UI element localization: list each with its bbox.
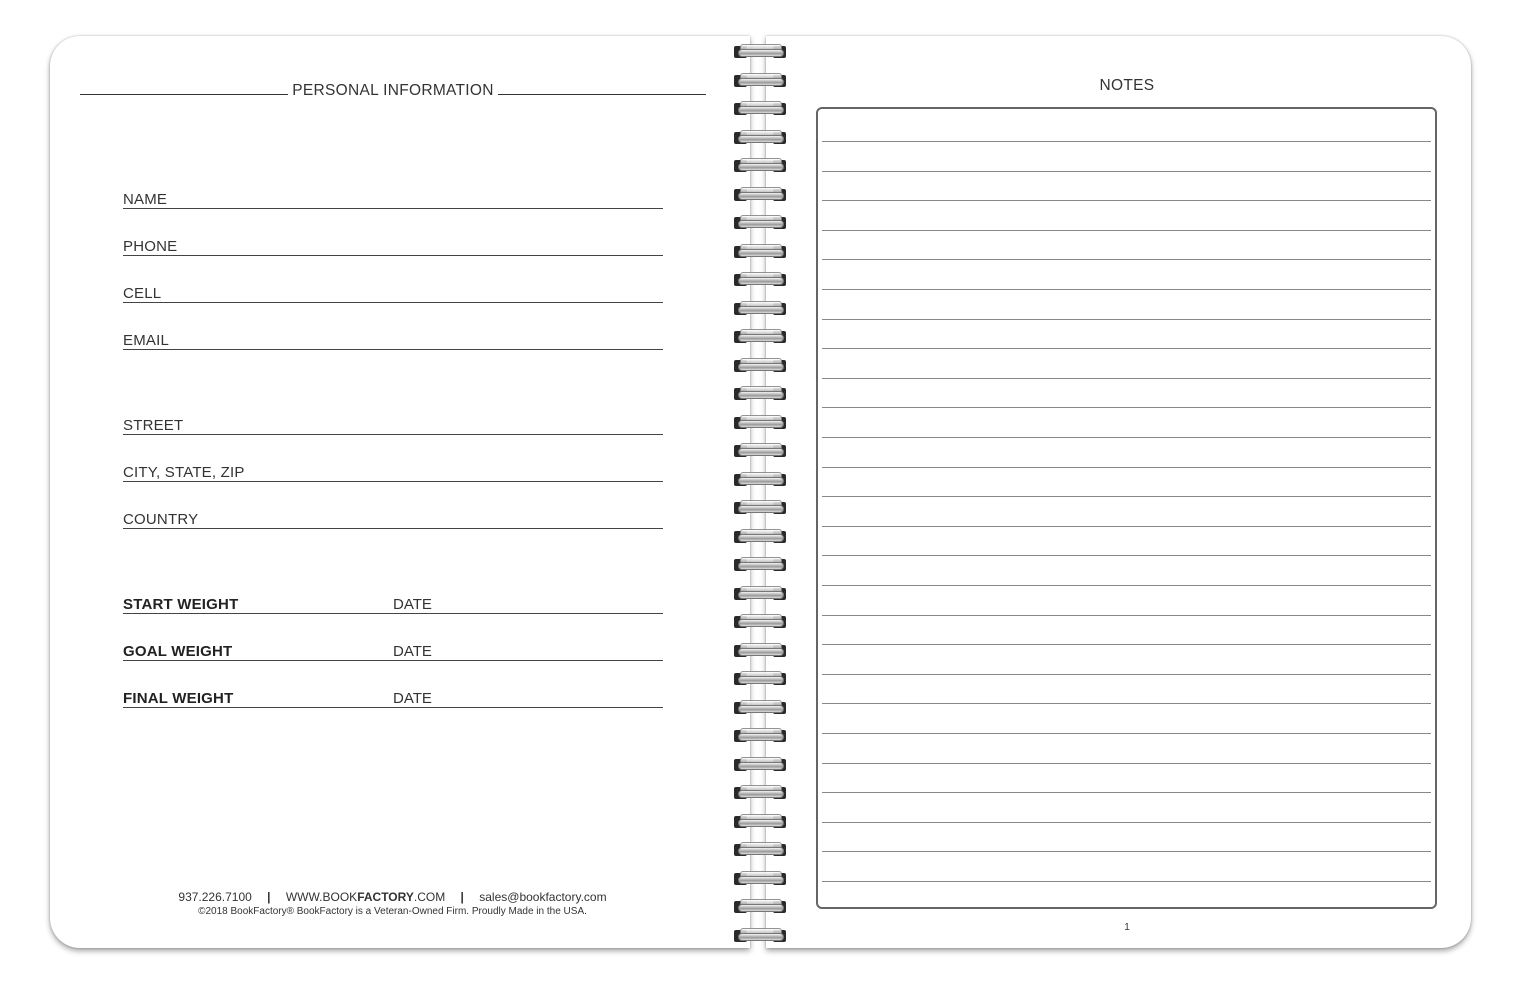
- country-label: COUNTRY: [123, 511, 199, 528]
- personal-information-heading: [80, 82, 706, 102]
- note-line: [822, 319, 1431, 320]
- spiral-coil: [726, 187, 792, 203]
- spiral-coil: [726, 415, 792, 431]
- note-line: [822, 674, 1431, 675]
- spiral-coil: [726, 586, 792, 602]
- spiral-coil: [726, 472, 792, 488]
- note-line: [822, 289, 1431, 290]
- website-bold: FACTORY: [357, 890, 414, 904]
- left-page: [50, 36, 750, 948]
- final-weight-date-label: DATE: [393, 690, 432, 707]
- street-field[interactable]: [123, 412, 663, 435]
- page-number: 1: [1124, 922, 1130, 933]
- goal-weight-date-label: DATE: [393, 643, 432, 660]
- spiral-coil: [726, 301, 792, 317]
- note-line: [822, 230, 1431, 231]
- spiral-coil: [726, 785, 792, 801]
- spiral-coil: [726, 871, 792, 887]
- spiral-coil: [726, 44, 792, 60]
- footer-separator: |: [267, 890, 271, 904]
- spiral-coil: [726, 700, 792, 716]
- spiral-coil: [726, 529, 792, 545]
- note-line: [822, 881, 1431, 882]
- note-line: [822, 851, 1431, 852]
- website-suffix: .COM: [413, 890, 446, 904]
- note-line: [822, 792, 1431, 793]
- spiral-coil: [726, 386, 792, 402]
- note-line: [822, 378, 1431, 379]
- spiral-coil: [726, 814, 792, 830]
- goal-weight-label: GOAL WEIGHT: [123, 643, 233, 660]
- name-label: NAME: [123, 191, 168, 208]
- footer-contact-line: [100, 890, 685, 904]
- notes-box[interactable]: [816, 107, 1437, 909]
- notes-heading: NOTES: [1099, 77, 1155, 94]
- heading-text: PERSONAL INFORMATION: [288, 82, 498, 99]
- note-line: [822, 437, 1431, 438]
- spiral-coil: [726, 899, 792, 915]
- spiral-coil: [726, 158, 792, 174]
- note-line: [822, 496, 1431, 497]
- start-weight-date-label: DATE: [393, 596, 432, 613]
- note-line: [822, 200, 1431, 201]
- street-label: STREET: [123, 417, 184, 434]
- city-state-zip-field[interactable]: [123, 459, 663, 482]
- spiral-coil: [726, 757, 792, 773]
- spiral-coil: [726, 244, 792, 260]
- footer-phone: 937.226.7100: [178, 890, 252, 904]
- spiral-coil: [726, 500, 792, 516]
- spiral-coil: [726, 215, 792, 231]
- spiral-coil: [726, 928, 792, 944]
- note-line: [822, 348, 1431, 349]
- note-line: [822, 467, 1431, 468]
- footer-email[interactable]: sales@bookfactory.com: [479, 890, 607, 904]
- spiral-coil: [726, 329, 792, 345]
- note-line: [822, 615, 1431, 616]
- note-line: [822, 259, 1431, 260]
- note-line: [822, 555, 1431, 556]
- note-line: [822, 585, 1431, 586]
- phone-field[interactable]: [123, 233, 663, 256]
- spiral-coil: [726, 842, 792, 858]
- spiral-coil: [726, 557, 792, 573]
- name-field[interactable]: [123, 186, 663, 209]
- spiral-coil: [726, 272, 792, 288]
- cell-label: CELL: [123, 285, 162, 302]
- note-line: [822, 526, 1431, 527]
- spiral-coil: [726, 130, 792, 146]
- note-line: [822, 171, 1431, 172]
- final-weight-label: FINAL WEIGHT: [123, 690, 234, 707]
- note-line: [822, 822, 1431, 823]
- spiral-coil: [726, 443, 792, 459]
- footer-website[interactable]: [286, 890, 445, 904]
- spiral-coil: [726, 728, 792, 744]
- email-label: EMAIL: [123, 332, 170, 349]
- cell-field[interactable]: [123, 280, 663, 303]
- phone-label: PHONE: [123, 238, 178, 255]
- spiral-binding: [726, 40, 796, 950]
- start-weight-label: START WEIGHT: [123, 596, 239, 613]
- website-prefix: WWW.BOOK: [285, 890, 358, 904]
- spiral-coil: [726, 101, 792, 117]
- email-field[interactable]: [123, 327, 663, 350]
- note-line: [822, 407, 1431, 408]
- note-line: [822, 703, 1431, 704]
- final-weight-field[interactable]: [123, 685, 663, 708]
- spiral-coil: [726, 643, 792, 659]
- spiral-coil: [726, 614, 792, 630]
- goal-weight-field[interactable]: [123, 638, 663, 661]
- note-line: [822, 733, 1431, 734]
- spiral-coil: [726, 73, 792, 89]
- city-state-zip-label: CITY, STATE, ZIP: [123, 464, 245, 481]
- note-line: [822, 763, 1431, 764]
- start-weight-field[interactable]: [123, 591, 663, 614]
- note-line: [822, 141, 1431, 142]
- spiral-coil: [726, 671, 792, 687]
- spiral-coil: [726, 358, 792, 374]
- country-field[interactable]: [123, 506, 663, 529]
- footer-separator: |: [460, 890, 464, 904]
- note-line: [822, 644, 1431, 645]
- footer-copyright: ©2018 BookFactory® BookFactory is a Veteran-Owned Firm. Proudly Made in the USA.: [198, 906, 587, 917]
